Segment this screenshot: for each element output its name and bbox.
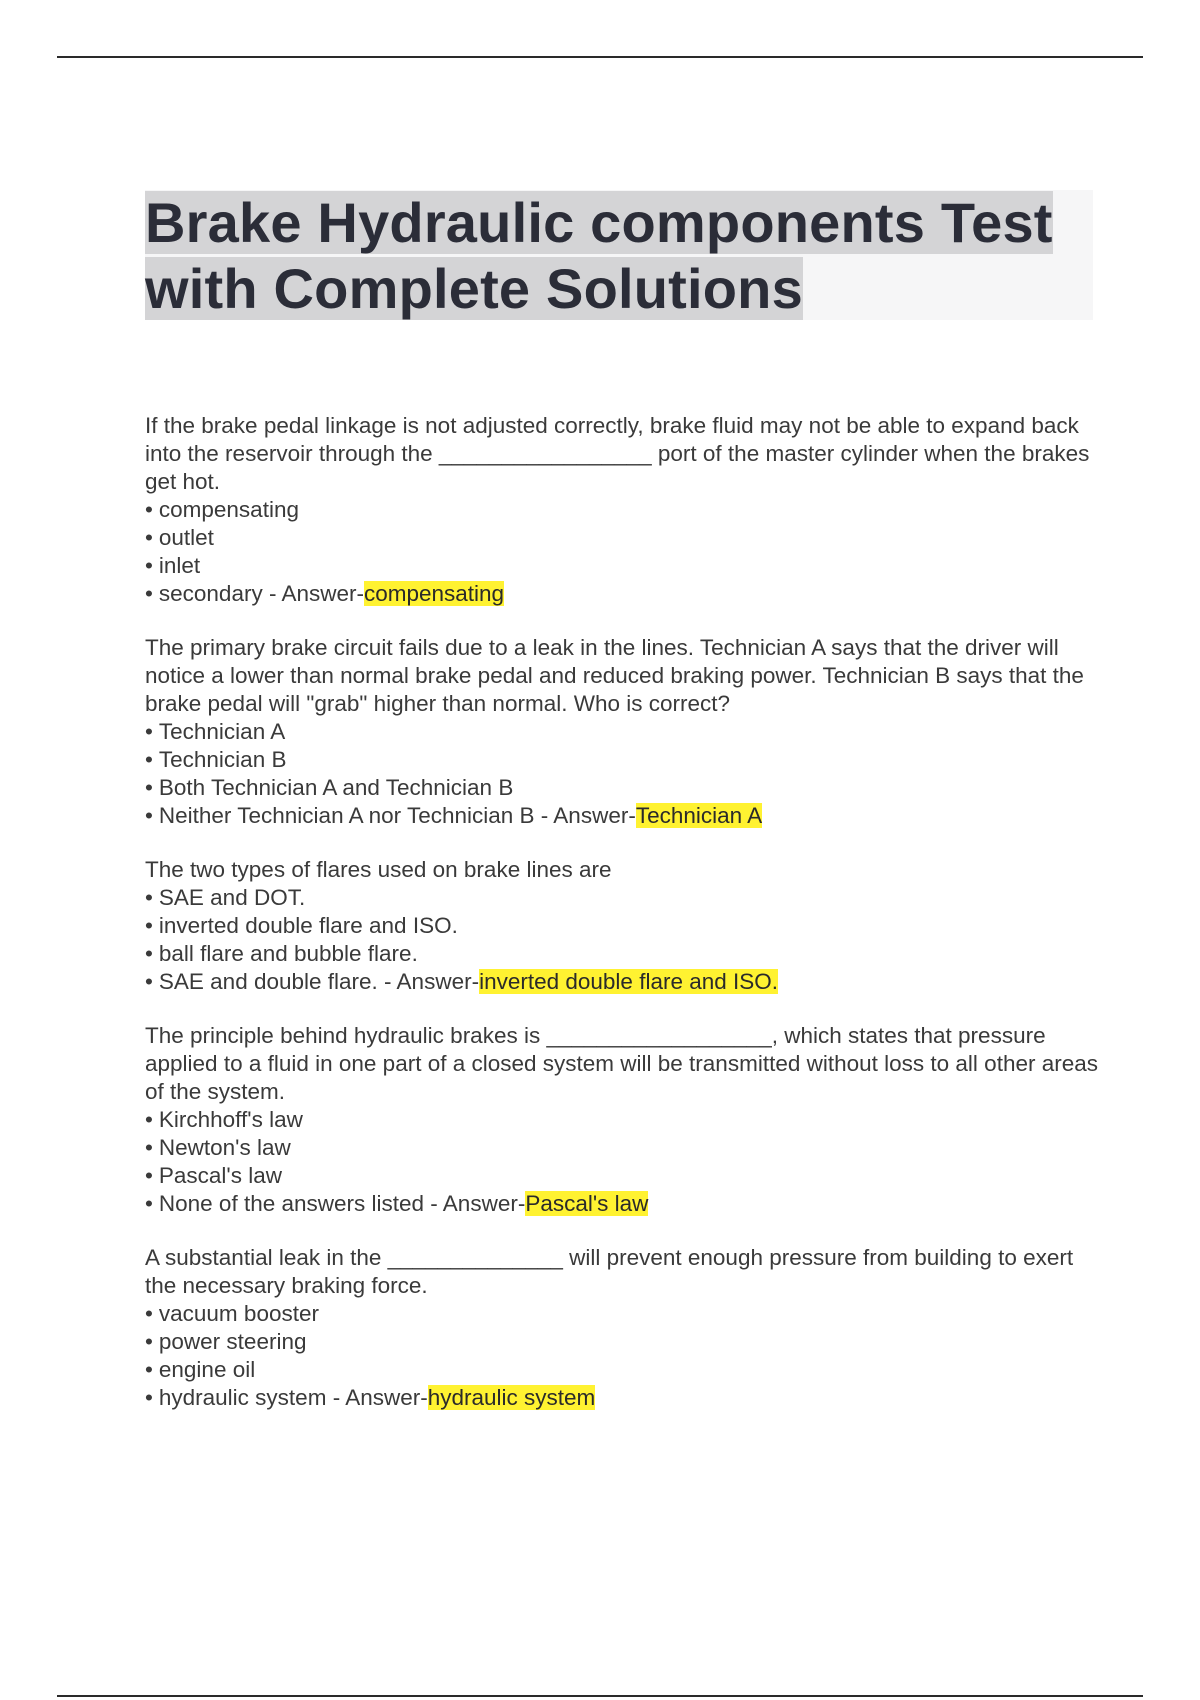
question-block (145, 412, 1105, 608)
option-text: vacuum booster (158, 1301, 319, 1326)
bullet-icon: • (145, 1357, 153, 1382)
bullet-icon: • (145, 803, 153, 828)
option-item (145, 552, 1105, 580)
option-item (145, 718, 1105, 746)
page-title (145, 190, 1093, 322)
answer-highlight: Pascal's law (525, 1191, 649, 1216)
question-text: A substantial leak in the ______________ will prevent enough pressure from building to exert the necessary braking force. (145, 1245, 1074, 1298)
option-item (145, 1356, 1105, 1384)
question-text: The two types of flares used on brake lines are (145, 857, 612, 882)
option-text: ball flare and bubble flare. (158, 941, 418, 966)
option-text: outlet (158, 525, 214, 550)
option-item (145, 884, 1105, 912)
bullet-icon: • (145, 581, 153, 606)
option-item (145, 1384, 1105, 1412)
option-text: Neither Technician A nor Technician B (158, 803, 535, 828)
bullet-icon: • (145, 913, 153, 938)
option-text: secondary (158, 581, 263, 606)
option-text: power steering (158, 1329, 307, 1354)
option-text: Technician A (158, 719, 286, 744)
top-rule (57, 56, 1143, 58)
option-item (145, 496, 1105, 524)
bullet-icon: • (145, 969, 153, 994)
option-list (145, 1300, 1105, 1412)
option-text: inlet (158, 553, 201, 578)
option-item (145, 1106, 1105, 1134)
option-text: compensating (158, 497, 299, 522)
answer-prefix: - Answer- (424, 1191, 526, 1216)
bullet-icon: • (145, 1329, 153, 1354)
bullet-icon: • (145, 1301, 153, 1326)
answer-highlight: inverted double flare and ISO. (479, 969, 779, 994)
option-list (145, 496, 1105, 608)
answer-highlight: compensating (363, 581, 505, 606)
answer-prefix: - Answer- (534, 803, 636, 828)
option-item (145, 580, 1105, 608)
bullet-icon: • (145, 1135, 153, 1160)
question-block (145, 1022, 1105, 1218)
option-item (145, 968, 1105, 996)
bullet-icon: • (145, 885, 153, 910)
bullet-icon: • (145, 941, 153, 966)
option-text: engine oil (158, 1357, 256, 1382)
option-text: inverted double flare and ISO. (158, 913, 458, 938)
question-block (145, 634, 1105, 830)
bullet-icon: • (145, 1163, 153, 1188)
option-item (145, 940, 1105, 968)
bullet-icon: • (145, 747, 153, 772)
bullet-icon: • (145, 497, 153, 522)
option-item (145, 912, 1105, 940)
question-list (145, 412, 1105, 1438)
answer-prefix: - Answer- (262, 581, 364, 606)
bullet-icon: • (145, 525, 153, 550)
option-list (145, 718, 1105, 830)
option-item (145, 746, 1105, 774)
answer-highlight: Technician A (635, 803, 763, 828)
question-text: The primary brake circuit fails due to a leak in the lines. Technician A says that the driver will notice a lower than normal brake pedal and reduced braking power. Technician B says that the brake pedal will "grab" higher than normal. Who is correct? (145, 635, 1084, 716)
option-text: Both Technician A and Technician B (158, 775, 514, 800)
question-block (145, 1244, 1105, 1412)
option-text: SAE and DOT. (158, 885, 306, 910)
option-text: Newton's law (158, 1135, 291, 1160)
answer-prefix: - Answer- (377, 969, 480, 994)
option-item (145, 1190, 1105, 1218)
option-item (145, 524, 1105, 552)
question-text: The principle behind hydraulic brakes is __________________, which states that pressure applied to a fluid in one part of a closed system will be transmitted without loss to all other areas of the system. (145, 1023, 1098, 1104)
bullet-icon: • (145, 1107, 153, 1132)
option-item (145, 1134, 1105, 1162)
option-text: hydraulic system (158, 1385, 327, 1410)
option-text: Kirchhoff's law (158, 1107, 303, 1132)
option-item (145, 774, 1105, 802)
bullet-icon: • (145, 553, 153, 578)
answer-prefix: - Answer- (326, 1385, 428, 1410)
option-item (145, 1328, 1105, 1356)
option-item (145, 802, 1105, 830)
option-list (145, 1106, 1105, 1218)
bullet-icon: • (145, 775, 153, 800)
option-list (145, 884, 1105, 996)
bullet-icon: • (145, 1191, 153, 1216)
option-text: Pascal's law (158, 1163, 282, 1188)
option-item (145, 1300, 1105, 1328)
bullet-icon: • (145, 719, 153, 744)
title-block (145, 190, 1093, 320)
question-text: If the brake pedal linkage is not adjusted correctly, brake fluid may not be able to expand back into the reservoir through the _________________ port of the master cylinder when the brakes get hot. (145, 413, 1090, 494)
answer-highlight: hydraulic system (427, 1385, 596, 1410)
question-block (145, 856, 1105, 996)
title-line-2: with Complete Solutions (145, 257, 803, 320)
bullet-icon: • (145, 1385, 153, 1410)
bottom-rule (57, 1695, 1143, 1697)
option-item (145, 1162, 1105, 1190)
option-text: Technician B (158, 747, 287, 772)
option-text: SAE and double flare. (158, 969, 378, 994)
title-line-1: Brake Hydraulic components Test (145, 191, 1053, 254)
option-text: None of the answers listed (158, 1191, 425, 1216)
